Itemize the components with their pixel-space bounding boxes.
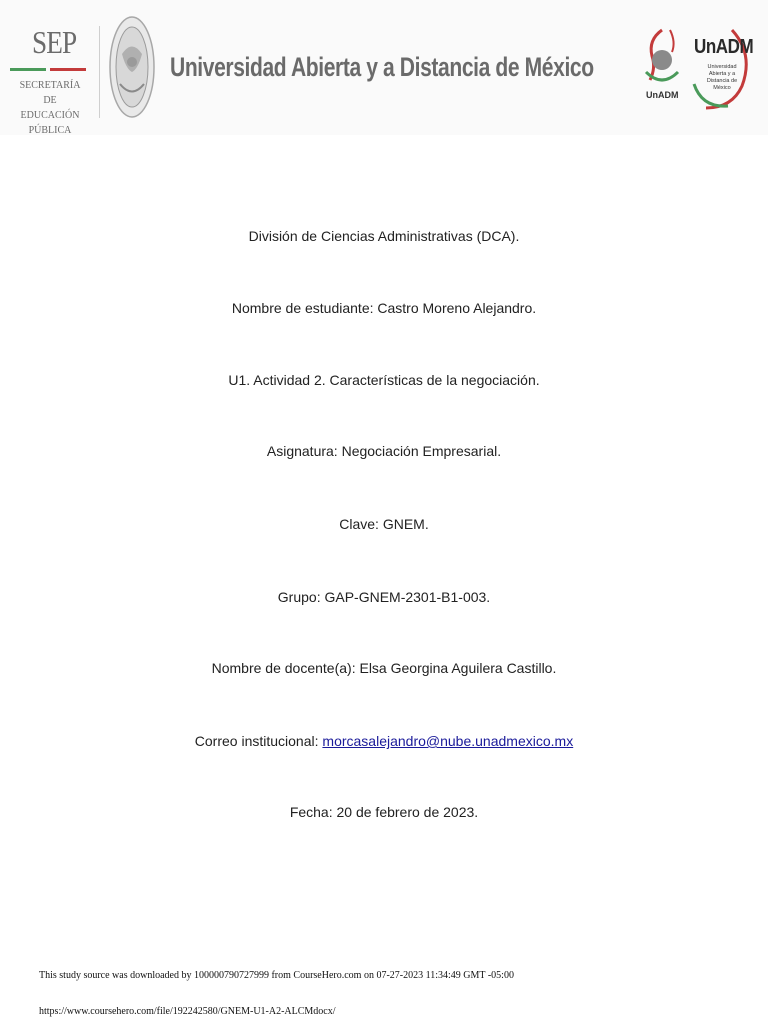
sep-subtitle <box>12 78 88 138</box>
sep-subtitle-line1: SECRETARÍA DE <box>19 80 81 106</box>
header-divider <box>99 26 100 118</box>
header-banner <box>0 0 768 135</box>
university-name: Universidad Abierta y a Distancia de México <box>170 52 594 82</box>
division-line: División de Ciencias Administrativas (DCA). <box>248 228 520 244</box>
unadm-big-subtitle: Universidad Abierta y a Distancia de México <box>706 64 738 91</box>
email-label: Correo institucional: <box>194 733 323 749</box>
download-note: This study source was downloaded by 100000790727999 from CourseHero.com on 07-27-2023 11:34:49 GMT -05:00 <box>39 970 514 981</box>
unadm-big-title: UnADM <box>694 36 754 58</box>
activity-line: U1. Actividad 2. Características de la negociación. <box>228 372 540 388</box>
source-url: https://www.coursehero.com/file/192242580/GNEM-U1-A2-ALCMdocx/ <box>39 1006 336 1017</box>
key-line: Clave: GNEM. <box>339 516 429 532</box>
sep-subtitle-line2: EDUCACIÓN PÚBLICA <box>20 110 80 136</box>
email-link[interactable]: morcasalejandro@nube.unadmexico.mx <box>322 733 574 749</box>
subject-line: Asignatura: Negociación Empresarial. <box>266 443 502 459</box>
date-line: Fecha: 20 de febrero de 2023. <box>289 804 479 820</box>
sep-color-bar <box>10 68 86 71</box>
unadm-small-label: UnADM <box>646 90 679 100</box>
national-seal-icon <box>108 14 156 120</box>
email-line <box>0 733 768 749</box>
group-line: Grupo: GAP-GNEM-2301-B1-003. <box>277 589 491 605</box>
teacher-line: Nombre de docente(a): Elsa Georgina Aguilera Castillo. <box>211 660 557 676</box>
student-name-line: Nombre de estudiante: Castro Moreno Alejandro. <box>231 300 537 316</box>
sep-logo-text: SEP <box>32 24 77 60</box>
